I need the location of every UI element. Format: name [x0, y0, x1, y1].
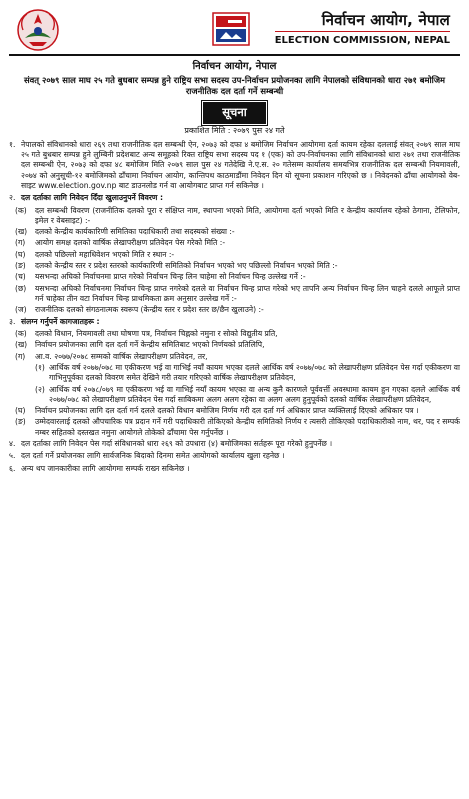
nepal-emblem-icon: [15, 8, 61, 52]
item-number: ४.: [9, 439, 16, 449]
sub-item-number: (ग): [15, 238, 26, 248]
election-commission-logo-icon: [212, 12, 250, 46]
notice-label-wrap: [9, 102, 460, 124]
sub-item-number: (ख): [15, 227, 28, 237]
item-number: २.: [9, 193, 16, 203]
notice-label: सूचना: [203, 102, 265, 124]
sub-sub-item: [9, 385, 460, 406]
sub-item-text: यसभन्दा अघिको निर्वाचनमा निर्वाचन चिन्ह प्राप्त नगरेको दलले वा निर्वाचन चिन्ह प्राप्त गरेको भए तापनि अन्य निर्वाचन चिन्ह लिन चाहने दलले आफूले प्राप्त गर्न चाहेका तीन वटा निर्वाचन चिन्ह प्राथमिकता क्रम अनुसार उल्लेख गर्ने :-: [35, 283, 460, 303]
sub-item-text: निर्वाचन प्रयोजनका लागि दल दर्ता गर्न दलले दलको विधान बमोजिम निर्णय गरी दल दर्ता गर्न अधिकार प्राप्त व्यक्तिलाई दिएको अधिकार पत्र ।: [35, 406, 419, 416]
sub-item-text: दल सम्बन्धी विवरण (राजनीतिक दलको पूरा र संक्षिप्त नाम, स्थापना भएको मिति, आयोगमा दर्ता भएको मिति र केन्द्रीय कार्यालय रहेको ठेगाना, टेलिफोन, इमेल र वेबसाइट) :-: [35, 205, 460, 225]
notice-item-3: [9, 317, 460, 327]
sub-item: [9, 206, 460, 227]
item-number: ५.: [9, 451, 16, 461]
sub-item-number: (ङ): [15, 417, 26, 427]
notice-item-1: [9, 140, 460, 192]
sub-item-number: (ख): [15, 340, 28, 350]
sub-item-text: राजनीतिक दलको संगठनात्मक स्वरूप (केन्द्रीय स्तर र प्रदेश स्तर छ/छैन खुलाउने) :-: [35, 305, 264, 315]
sub-item-text: दलको केन्द्रीय कार्यकारिणी समितिका पदाधिकारी तथा सदस्यको संख्या :-: [35, 227, 235, 237]
sub-item-number: (छ): [15, 283, 27, 293]
item-number: ६.: [9, 463, 16, 473]
sub-item: [9, 406, 460, 416]
item-text: दल दर्ता गर्ने प्रयोजनका लागि सार्वजनिक बिदाको दिनमा समेत आयोगको कार्यालय खुला रहनेछ ।: [21, 451, 285, 461]
sub-item-text: दलको विधान, नियमावली तथा घोषणा पत्र, निर्वाचन चिह्नको नमुना र सोको विद्युतीय प्रति,: [35, 328, 278, 338]
sub-item: [9, 250, 460, 260]
sub-sub-item-number: (१): [35, 362, 45, 372]
sub-item-number: (ङ): [15, 261, 26, 271]
sub-item-text: उम्मेदवारलाई दलको औपचारिक पत्र प्रदान गर्ने गरी पदाधिकारी तोकिएको केन्द्रीय समितिको निर्णय र त्यसरी तोकिएको पदाधिकारीको नाम, थर, पद र सम्पर्क नम्बर सहितको दस्तखत नमुना आयोगले तोकेको ढाँचामा पेस गर्नुपर्नेछ ।: [35, 417, 460, 437]
org-name-english: ELECTION COMMISSION, NEPAL: [275, 31, 450, 48]
header-divider: [9, 54, 460, 56]
item-text: नेपालको संविधानको धारा २६९ तथा राजनीतिक दल सम्बन्धी ऐन, २०७३ को दफा ४ बमोजिम निर्वाचन आयोगमा दर्ता कायम रहेका दललाई संवत् २०७९ साल माघ २५ गते बुधबार सम्पन्न हुने लुम्बिनी प्रदेशबाट अन्य समूहको रिक्त राष्ट्रिय सभा सदस्य पद १ (एक) को उप-निर्वाचनका लागि संविधानको धारा २७१ तथा राजनीतिक दल सम्बन्धी ऐन, २०७३ को दफा ४८ बमोजिम मिति २०७९ साल पुस २४ गतेदेखि ने.ए.स. २० गतेसम्म कार्यालय समयभित्र राजनीतिक दल सम्बन्धी नियमावली, २०७४ को अनुसूची-१२ बमोजिमको ढाँचामा निर्वाचन आयोग, कान्तिपथ काठमाडौंमा निवेदन दिन यो सूचना प्रकाशन गरिएको छ । निवेदनको ढाँचा आयोगको वेब-साइट www.election.gov.np बाट डाउनलोड गर्न वा आयोगबाट प्राप्त गर्न सकिनेछ ।: [21, 139, 460, 190]
sub-item: [9, 352, 460, 362]
sub-item: [9, 329, 460, 339]
sub-item-text: दलको केन्द्रीय स्तर र प्रदेश स्तरको कार्यकारिणी समितिको निर्वाचन भएको भए पछिल्लो निर्वाचन भएको मिति :-: [35, 261, 338, 271]
sub-item: [9, 261, 460, 271]
item-number: १.: [9, 139, 16, 149]
sub-sub-item-number: (२): [35, 384, 45, 394]
item-heading: दल दर्ताका लागि निवेदन दिँदा खुलाउनुपर्ने विवरण :: [21, 193, 164, 203]
sub-item-number: (घ): [15, 406, 26, 416]
notice-item-2: [9, 193, 460, 203]
sub-item-number: (घ): [15, 249, 26, 259]
sub-item-text: यसभन्दा अघिको निर्वाचनमा प्राप्त गरेको निर्वाचन चिन्ह लिन चाहेमा सो निर्वाचन चिन्ह उल्लेख गर्ने :-: [35, 272, 306, 282]
header: [9, 6, 460, 54]
sub-item: [9, 284, 460, 305]
sub-item: [9, 417, 460, 438]
sub-item-text: आ.व. २०७७/२०७८ सम्मको वार्षिक लेखापरीक्षण प्रतिवेदन, तर,: [35, 351, 208, 361]
body-title: निर्वाचन आयोग, नेपाल: [192, 61, 277, 72]
sub-item-number: (च): [15, 272, 26, 282]
sub-item-number: (क): [15, 328, 27, 338]
sub-sub-item: [9, 363, 460, 384]
item-number: ३.: [9, 316, 16, 326]
sub-item-number: (क): [15, 205, 27, 215]
sub-item-number: (ज): [15, 305, 27, 315]
sub-item: [9, 238, 460, 248]
sub-item: [9, 227, 460, 237]
sub-item: [9, 272, 460, 282]
item-text: अन्य थप जानकारीका लागि आयोगमा सम्पर्क राख्न सकिनेछ ।: [21, 463, 190, 473]
notice-item-6: [9, 464, 460, 474]
sub-item-text: आयोग समक्ष दलको वार्षिक लेखापरीक्षण प्रतिवेदन पेस गरेको मिति :-: [35, 238, 226, 248]
item-heading: संलग्न गर्नुपर्ने कागजातहरू :: [21, 316, 100, 326]
sub-item-number: (ग): [15, 351, 26, 361]
item-text: दल दर्ताका लागि निवेदन पेस गर्दा संविधानको धारा २६९ को उपधारा (४) बमोजिमका सर्तहरू पूरा गरेको हुनुपर्नेछ ।: [21, 439, 333, 449]
publish-date: प्रकाशित मिति : २०७९ पुस २४ गते: [184, 125, 285, 135]
notice-item-5: [9, 451, 460, 461]
org-name-nepali: निर्वाचन आयोग, नेपाल: [321, 11, 450, 29]
sub-sub-item-text: आर्थिक वर्ष २०७७/०७८ मा एकीकरण भई वा गाभिई नयाँ कायम भएका दलले आर्थिक वर्ष २०७७/०७८ को लेखापरीक्षण प्रतिवेदन पेस गर्दा एकीकरण वा गाभिनुपूर्वका दलको विवरण समेत देखिने गरी तयार गरिएको वार्षिक लेखापरीक्षण प्रतिवेदन,: [49, 362, 460, 383]
notice-subject: संवत् २०७९ साल माघ २५ गते बुधबार सम्पन्न हुने राष्ट्रिय सभा सदस्य उप-निर्वाचन प्रयोजनका लागि नेपालको संविधानको धारा २७१ बमोजिम राजनीतिक दल दर्ता गर्ने सम्बन्धी: [23, 74, 446, 97]
sub-item-text: दलको पछिल्लो महाधिवेशन भएको मिति र स्थान :-: [35, 249, 175, 259]
sub-item: [9, 340, 460, 350]
sub-item-text: निर्वाचन प्रयोजनका लागि दल दर्ता गर्ने केन्द्रीय समितिबाट भएको निर्णयको प्रतिलिपि,: [35, 340, 265, 350]
sub-item: [9, 305, 460, 315]
sub-sub-item-text: आर्थिक वर्ष २०७८/०७९ मा एकीकरण भई वा गाभिई नयाँ कायम भएका वा अन्य कुनै कारणले पूर्ववर्त्ती अवस्थामा कायम हुन गएका दलले आर्थिक वर्ष २०७७/०७८ को लेखापरीक्षण प्रतिवेदन पेस गर्दा साबिकमा अलग अलग रहेका वा अलग अलग हुनुपूर्वको दलको वार्षिक लेखापरीक्षण प्रतिवेदन,: [49, 384, 460, 404]
notice-item-4: [9, 439, 460, 449]
